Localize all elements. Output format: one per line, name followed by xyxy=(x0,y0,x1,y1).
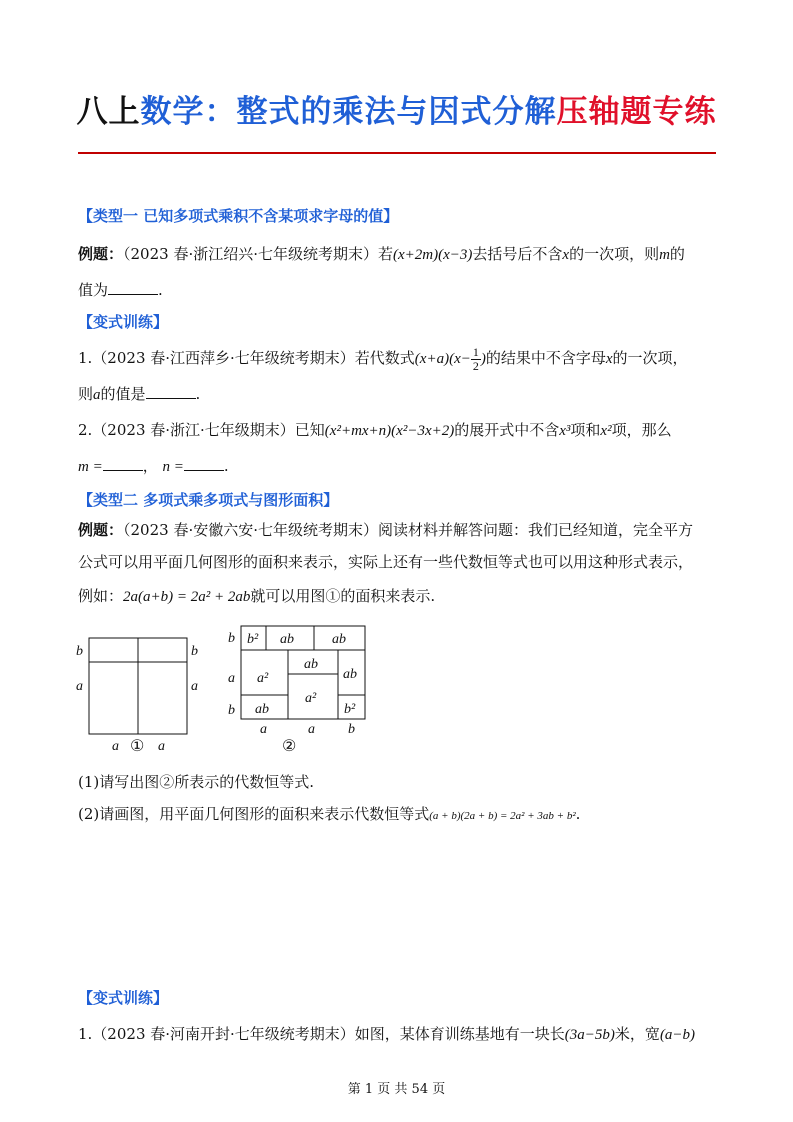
q2-expr: (x²+mx+n)(x²−3x+2) xyxy=(324,423,455,439)
practice1-q1-line1 xyxy=(78,346,688,373)
fig1-label: a xyxy=(76,679,83,694)
frac-den: 2 xyxy=(472,359,479,373)
frac-num: 1 xyxy=(472,345,479,359)
example-text: 去括号后不含 xyxy=(472,245,563,263)
q2-prefix: 2.（2023 春·浙江·七年级期末）已知 xyxy=(78,421,325,439)
title-divider xyxy=(78,152,716,154)
example-label: 例题： xyxy=(78,245,124,263)
practice1-q1-line2 xyxy=(78,384,200,405)
fig2-cell: b² xyxy=(247,632,259,647)
type2-q1: (1)请写出图②所表示的代数恒等式. xyxy=(78,773,315,791)
q1-suffix2: 的一次项， xyxy=(612,348,688,367)
fig1-label: a xyxy=(191,679,198,694)
q2-mid2: 项和 xyxy=(570,421,601,439)
fig2-cell: ab xyxy=(332,632,346,647)
example-label: 例题： xyxy=(78,521,124,539)
q1-expr-a: (x+a) xyxy=(414,350,450,367)
q2-n: n = xyxy=(162,459,184,475)
example-var: x xyxy=(562,247,570,263)
fig1-label: a xyxy=(112,739,119,754)
answer-blank-m[interactable] xyxy=(103,456,143,471)
period: . xyxy=(195,385,201,403)
answer-blank-n[interactable] xyxy=(184,456,224,471)
period: . xyxy=(575,805,581,823)
q2-mid3: 项，那么 xyxy=(611,421,672,439)
practice1-header: 【变式训练】 xyxy=(78,313,169,331)
q1-var2: a xyxy=(93,387,101,403)
fig2-left-label: b xyxy=(228,703,235,718)
example-source: （2023 春·浙江绍兴·七年级统考期末）若 xyxy=(123,245,393,263)
type1-header: 【类型一 已知多项式乘积不含某项求字母的值】 xyxy=(78,207,399,225)
example-var2: m xyxy=(659,247,670,263)
type2-q2 xyxy=(78,804,580,826)
q2-mid: 的展开式中不含 xyxy=(454,421,560,439)
fig1-caption: ① xyxy=(130,736,145,755)
q2-m: m = xyxy=(78,459,103,475)
q2-x3: x³ xyxy=(559,423,571,439)
practice2-q1 xyxy=(78,1024,695,1045)
q1-suffix: 的结果中不含字母 xyxy=(485,348,606,367)
fig2-bottom-label: a xyxy=(308,722,315,737)
period: . xyxy=(158,281,163,299)
fig2-bottom-label: a xyxy=(260,722,267,737)
fig2-cell: ab xyxy=(280,632,294,647)
type2-line2: 公式可以用平面几何图形的面积来表示，实际上还有一些代数恒等式也可以用这种形式表示， xyxy=(78,553,694,571)
practice2-header: 【变式训练】 xyxy=(78,989,169,1007)
answer-blank[interactable] xyxy=(108,280,158,295)
type2-suffix: 就可以用图①的面积来表示. xyxy=(250,587,436,605)
example-text2: 的一次项，则 xyxy=(569,245,660,263)
q2-expr: (a + b)(2a + b) = 2a² + 3ab + b² xyxy=(429,810,576,822)
title-focus: 压轴题专练 xyxy=(556,94,717,130)
page-title xyxy=(0,86,793,131)
type1-example-line1 xyxy=(78,244,685,265)
q1-var: x xyxy=(605,350,613,367)
fig2-cell: a² xyxy=(257,671,269,686)
p2-q1-expr2: (a−b) xyxy=(659,1027,696,1043)
type2-prefix: 例如： xyxy=(78,587,124,605)
fig2-left-label: b xyxy=(228,631,235,646)
example-line2: 值为 xyxy=(78,281,109,299)
title-topic: 数学：整式的乘法与因式分解 xyxy=(140,94,557,130)
q1-prefix: 1.（2023 春·江西萍乡·七年级统考期末）若代数式 xyxy=(78,348,415,367)
practice1-q2-line2 xyxy=(78,456,229,477)
q1-expr-b: (x− $\frac{1}{2}$ ) xyxy=(449,345,486,373)
type2-line1 xyxy=(78,520,693,540)
example-expr: (x+2m)(x−3) xyxy=(393,247,473,263)
figure-2 xyxy=(222,622,372,738)
q1-line2: 则 xyxy=(78,385,94,403)
comma: ， xyxy=(142,457,158,475)
q1-line2b: 的值是 xyxy=(100,385,146,403)
fig2-cell: ab xyxy=(343,667,357,682)
fig1-label: a xyxy=(158,739,165,754)
fig1-label: b xyxy=(76,644,83,659)
answer-blank[interactable] xyxy=(146,384,196,399)
p2-q1-expr1: (3a−5b) xyxy=(564,1027,615,1043)
fig2-cell: a² xyxy=(305,691,317,706)
fig2-cell: b² xyxy=(344,702,356,717)
page-footer: 第 1 页 共 54 页 xyxy=(347,1082,446,1097)
example-text3: 的 xyxy=(669,245,685,263)
q2-x2: x² xyxy=(600,423,612,439)
title-grade: 八上 xyxy=(76,94,141,130)
fig2-cell: ab xyxy=(304,657,318,672)
type1-example-line2 xyxy=(78,280,163,300)
period: . xyxy=(223,457,229,475)
fig2-cell: ab xyxy=(255,702,269,717)
fig2-left-label: a xyxy=(228,671,235,686)
p2-q1-mid: 米，宽 xyxy=(614,1025,660,1043)
type2-expr: 2a(a+b) = 2a² + 2ab xyxy=(123,589,251,605)
q2-prefix: (2)请画图，用平面几何图形的面积来表示代数恒等式 xyxy=(78,805,430,823)
type2-header: 【类型二 多项式乘多项式与图形面积】 xyxy=(78,491,339,509)
practice1-q2-line1 xyxy=(78,420,672,441)
type2-line3 xyxy=(78,586,435,607)
fig2-bottom-label: b xyxy=(348,722,355,737)
p2-q1-prefix: 1.（2023 春·河南开封·七年级统考期末）如图，某体育训练基地有一块长 xyxy=(78,1025,565,1043)
type2-text1: （2023 春·安徽六安·七年级统考期末）阅读材料并解答问题：我们已经知道，完全平方 xyxy=(123,521,693,539)
fig1-label: b xyxy=(191,644,198,659)
fig2-caption: ② xyxy=(282,736,297,755)
